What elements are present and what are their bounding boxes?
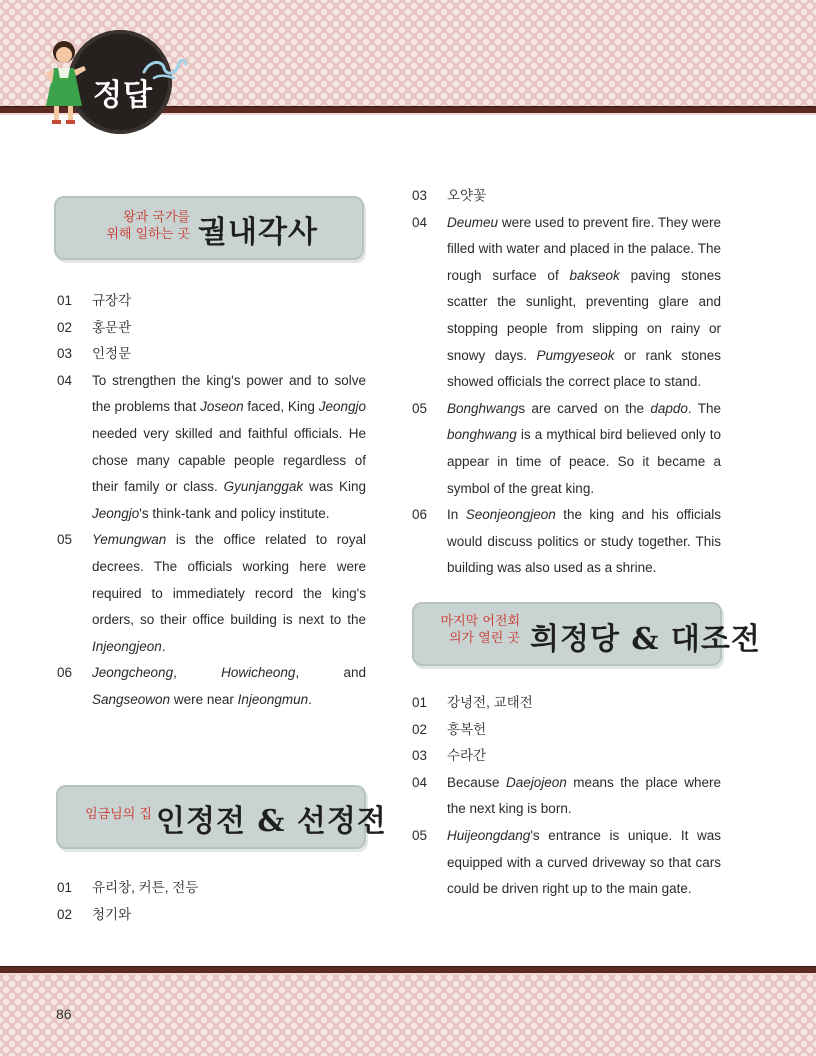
italic-term: Jeongjo	[92, 505, 140, 521]
section-title: 인정전 & 선정전	[156, 804, 387, 839]
item-text: 흥복헌	[447, 721, 487, 737]
italic-term: Howicheong	[221, 665, 296, 681]
item-text	[447, 823, 721, 903]
item-number: 05	[57, 532, 73, 548]
text-run: .	[161, 638, 166, 654]
item-text: 수라간	[447, 748, 487, 764]
text-run: faced, King	[243, 399, 319, 415]
text-run: the king and his officials would discuss politics or study together. This building was also used as a shrine.	[447, 507, 721, 576]
italic-term: Jeongjo	[318, 399, 366, 415]
italic-term: bonghwang	[447, 427, 517, 443]
section-subtitle-line2: 위해 일하는 곳	[106, 227, 190, 242]
italic-term: Seonjeongjeon	[465, 507, 556, 523]
text-run: .	[308, 691, 312, 707]
list-item	[412, 210, 721, 396]
text-run: paving stones scatter the sunlight, preventing glare and stopping people from slipping on rainy or snowy days.	[447, 267, 722, 363]
item-number: 04	[412, 774, 428, 790]
item-text	[92, 527, 366, 660]
italic-term: Yemungwan	[92, 532, 167, 548]
list-item	[412, 690, 721, 717]
list-item	[412, 770, 721, 823]
item-text: 오얏꽃	[447, 188, 487, 203]
italic-term: Injeongjeon	[92, 638, 162, 654]
italic-term: Gyunjanggak	[223, 479, 304, 495]
italic-term: Joseon	[200, 399, 244, 415]
item-number: 06	[412, 507, 428, 523]
list-item	[57, 527, 366, 660]
list-item	[412, 183, 721, 210]
answer-list-injeong	[57, 875, 366, 928]
list-item	[412, 743, 721, 770]
item-number: 03	[57, 346, 73, 362]
italic-term: Jeongcheong	[92, 665, 174, 681]
text-run: means the place where the next king is born.	[447, 774, 721, 817]
list-item	[57, 875, 366, 902]
answer-list-huijeong	[412, 690, 721, 903]
item-number: 02	[412, 721, 428, 737]
item-number: 02	[57, 319, 73, 335]
text-run: were used to prevent fire. They were filled with water and placed in the palace. The rough surface of	[447, 214, 721, 283]
italic-term: Daejojeon	[506, 774, 567, 790]
italic-term: bakseok	[569, 267, 620, 283]
italic-term: Pumgyeseok	[536, 347, 615, 363]
text-run: needed very skilled and faithful officials. He chose many capable people regardless of their family or class.	[92, 425, 366, 495]
text-run: To strengthen the king's power and to solve the problems that	[92, 372, 366, 415]
section-subtitle-line1: 왕과 국가를	[123, 210, 190, 225]
item-number: 01	[412, 695, 428, 710]
item-number: 05	[412, 827, 428, 843]
text-run: ,	[173, 665, 222, 681]
text-run: Because	[447, 774, 506, 790]
text-run: In	[447, 507, 466, 523]
italic-term: Injeongmun	[237, 691, 309, 707]
italic-term: Bonghwang	[447, 400, 519, 416]
item-number: 01	[57, 880, 73, 895]
page-number: 86	[56, 1006, 72, 1022]
text-run: 's think-tank and policy institute.	[139, 505, 330, 521]
text-run: is a mythical bird believed only to appear in time of peace. So it became a symbol of the great king.	[447, 427, 721, 496]
section-subtitle-line1: 마지막 어전회	[440, 614, 520, 629]
item-number: 03	[412, 188, 428, 203]
text-run: was King	[303, 479, 367, 495]
text-run: is the office related to royal decrees. The officials working here were required to immediately record the king's orders, so their office building is next to the	[92, 532, 366, 628]
list-item	[57, 660, 366, 713]
item-number: 04	[412, 214, 428, 230]
item-text: 규장각	[92, 293, 132, 308]
section-title: 궐내각사	[198, 215, 318, 250]
list-item	[412, 717, 721, 744]
bottom-pattern-band	[0, 972, 816, 1056]
item-text	[447, 396, 721, 502]
list-item	[57, 902, 366, 929]
item-text	[92, 660, 366, 713]
list-item	[57, 315, 366, 342]
text-run: or rank stones showed officials the correct place to stand.	[447, 347, 721, 390]
item-text	[447, 770, 721, 823]
list-item	[412, 396, 721, 502]
item-number: 04	[57, 372, 73, 388]
answer-list-injeong-continued	[412, 183, 721, 582]
section-subtitle-line2: 의가 열린 곳	[448, 631, 520, 646]
item-text: 인정문	[92, 346, 132, 362]
item-number: 02	[57, 906, 73, 922]
text-run: were near	[170, 691, 238, 707]
text-run: s are carved on the	[518, 400, 651, 416]
bottom-divider	[0, 966, 816, 973]
item-number: 03	[412, 748, 428, 764]
text-run: , and	[295, 665, 366, 681]
italic-term: Deumeu	[447, 214, 499, 230]
list-item	[412, 502, 721, 582]
item-text: 청기와	[92, 906, 132, 922]
list-item	[57, 341, 366, 368]
list-item	[412, 823, 721, 903]
item-number: 06	[57, 665, 73, 681]
list-item	[57, 368, 366, 528]
item-text: 강녕전, 교태전	[447, 695, 533, 710]
item-text	[447, 210, 721, 396]
text-run: . The	[687, 400, 721, 416]
section-subtitle: 임금님의 집	[85, 807, 152, 822]
item-number: 01	[57, 293, 73, 308]
italic-term: Sangseowon	[92, 691, 171, 707]
list-item	[57, 288, 366, 315]
page-title: 정답	[93, 78, 153, 113]
item-number: 05	[412, 400, 428, 416]
answer-list-gwollae	[57, 288, 366, 714]
italic-term: Huijeongdang	[447, 827, 531, 843]
text-run: 's entrance is unique. It was equipped with a curved driveway so that cars could be driven right up to the main gate.	[447, 827, 721, 897]
item-text	[447, 502, 721, 582]
item-text: 홍문관	[92, 319, 132, 335]
italic-term: dapdo	[650, 400, 688, 416]
section-title: 희정당 & 대조전	[530, 622, 761, 657]
item-text: 유리창, 커튼, 전등	[92, 880, 199, 895]
item-text	[92, 368, 366, 528]
